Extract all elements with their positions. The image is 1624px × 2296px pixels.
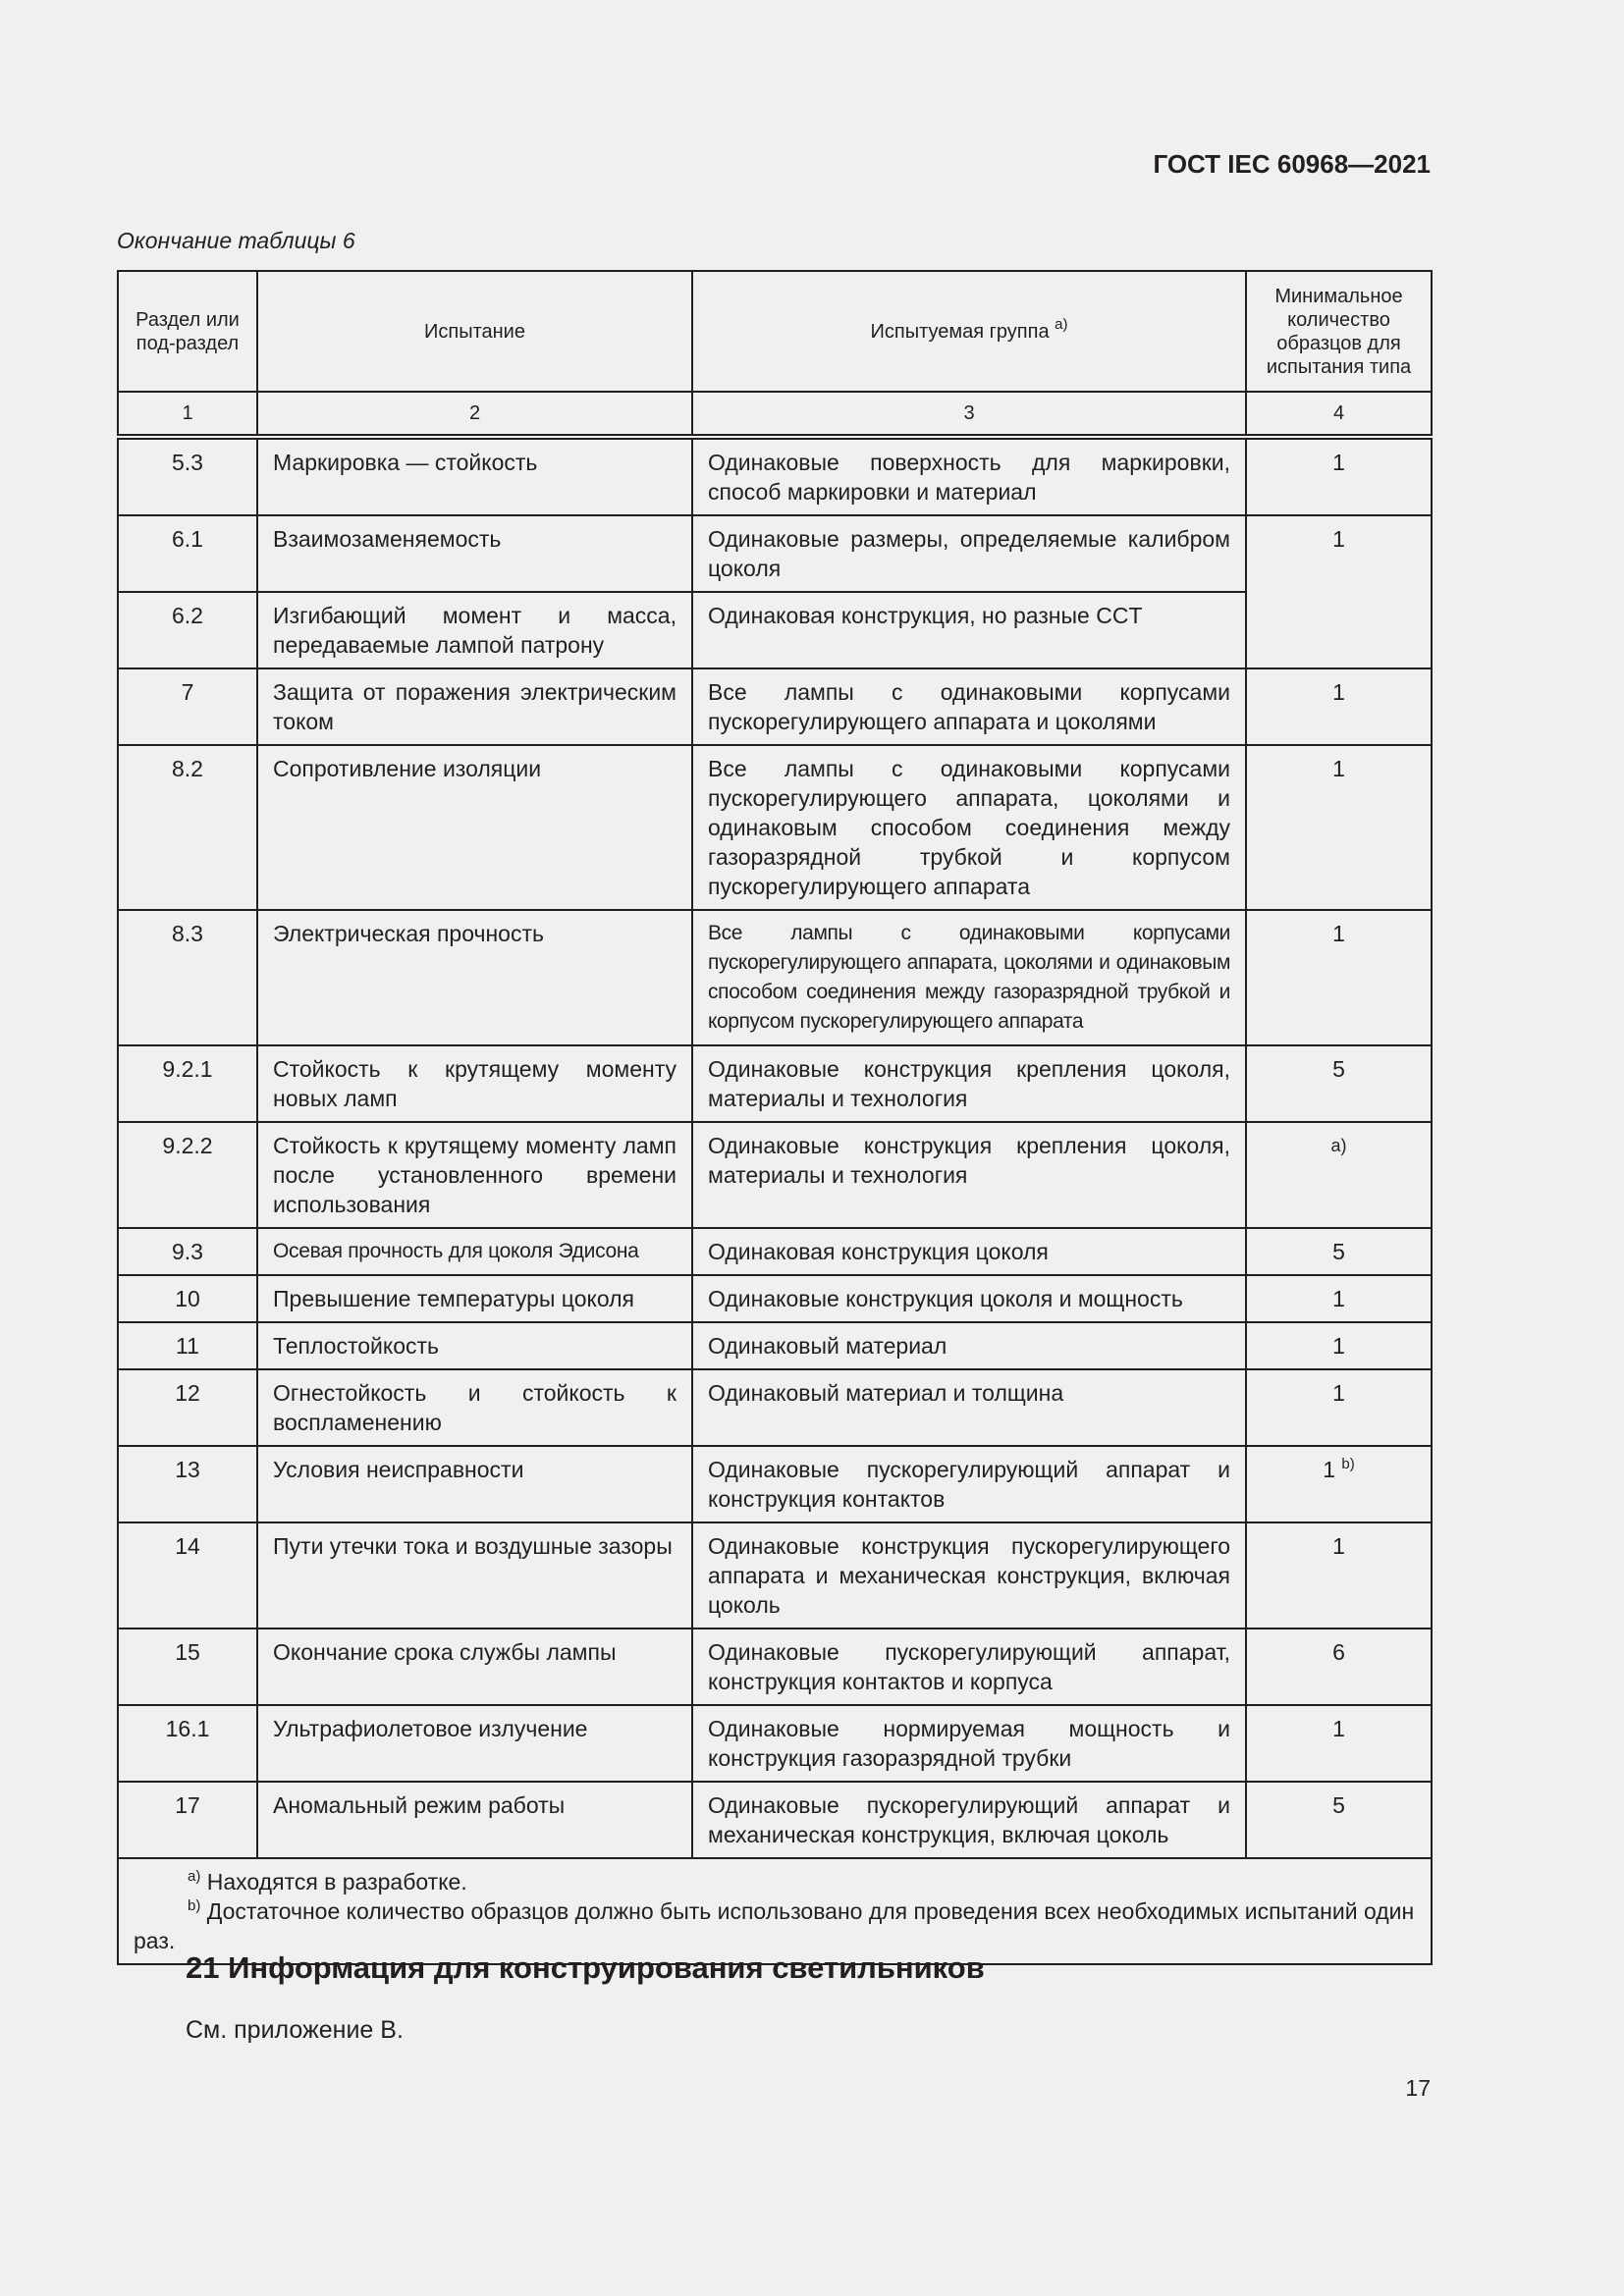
header-row xyxy=(118,271,1432,392)
cell-quantity: 1 xyxy=(1246,745,1432,910)
col-header-label: Раздел или под-раздел xyxy=(135,308,240,354)
table-row xyxy=(118,745,1432,910)
footnote-text: Достаточное количество образцов должно быть использовано для проведения всех необходимых испытаний один раз. xyxy=(134,1898,1415,1953)
cell-group: Одинаковый материал и толщина xyxy=(692,1369,1246,1446)
footnote-ref: b) xyxy=(1341,1456,1355,1472)
document-code: ГОСТ IEC 60968—2021 xyxy=(1153,149,1431,179)
cell-quantity: 1 xyxy=(1246,1522,1432,1629)
table-row xyxy=(118,1705,1432,1782)
cell-test: Пути утечки тока и воздушные зазоры xyxy=(257,1522,692,1629)
col-header-group xyxy=(692,271,1246,392)
cell-test: Условия неисправности xyxy=(257,1446,692,1522)
cell-quantity: 1 xyxy=(1246,910,1432,1045)
table-row xyxy=(118,1446,1432,1522)
cell-section: 10 xyxy=(118,1275,257,1322)
table-row xyxy=(118,1782,1432,1858)
cell-group: Одинаковые пускорегулирующий аппарат, конструкция контактов и корпуса xyxy=(692,1629,1246,1705)
table-row xyxy=(118,1629,1432,1705)
cell-test: Изгибающий момент и масса, передаваемые лампой патрону xyxy=(257,592,692,668)
table-row xyxy=(118,437,1432,515)
cell-quantity: 1 xyxy=(1246,1369,1432,1446)
col-header-test xyxy=(257,271,692,392)
cell-test: Превышение температуры цоколя xyxy=(257,1275,692,1322)
col-header-label: Испытание xyxy=(424,320,525,343)
cell-test: Теплостойкость xyxy=(257,1322,692,1369)
col-number: 4 xyxy=(1246,392,1432,437)
col-header-section xyxy=(118,271,257,392)
cell-test: Ультрафиолетовое излучение xyxy=(257,1705,692,1782)
table-caption: Окончание таблицы 6 xyxy=(117,228,355,253)
cell-quantity: 5 xyxy=(1246,1228,1432,1275)
table-row xyxy=(118,1228,1432,1275)
cell-quantity: 5 xyxy=(1246,1782,1432,1858)
footnote-mark: b) xyxy=(188,1897,201,1914)
cell-group: Одинаковые конструкция пускорегулирующего аппарата и механическая конструкция, включая цоколь xyxy=(692,1522,1246,1629)
cell-test: Защита от поражения электрическим током xyxy=(257,668,692,745)
table-container xyxy=(117,270,1431,1965)
table-row xyxy=(118,1045,1432,1122)
cell-group: Одинаковый материал xyxy=(692,1322,1246,1369)
cell-section: 17 xyxy=(118,1782,257,1858)
cell-section: 9.2.1 xyxy=(118,1045,257,1122)
cell-group: Все лампы с одинаковыми корпусами пускорегулирующего аппарата и цоколями xyxy=(692,668,1246,745)
footnote-text: Находятся в разработке. xyxy=(206,1869,467,1895)
cell-quantity: 1 xyxy=(1246,1705,1432,1782)
cell-section: 8.2 xyxy=(118,745,257,910)
table-row xyxy=(118,1122,1432,1228)
footnote xyxy=(134,1896,1416,1955)
table-notes xyxy=(118,1858,1432,1964)
section-heading: 21 Информация для конструирования светильников xyxy=(186,1950,985,1985)
cell-test: Сопротивление изоляции xyxy=(257,745,692,910)
cell-test: Маркировка — стойкость xyxy=(257,437,692,515)
col-header-quantity xyxy=(1246,271,1432,392)
cell-quantity: 1 xyxy=(1246,1322,1432,1369)
cell-section: 9.2.2 xyxy=(118,1122,257,1228)
cell-group: Одинаковые поверхность для маркировки, способ маркировки и материал xyxy=(692,437,1246,515)
cell-group: Все лампы с одинаковыми корпусами пускорегулирующего аппарата, цоколями и одинаковым способом соединения между газоразрядной трубкой и корпусом пускорегулирующего аппарата xyxy=(692,745,1246,910)
cell-group: Одинаковые размеры, определяемые калибром цоколя xyxy=(692,515,1246,592)
cell-quantity: 5 xyxy=(1246,1045,1432,1122)
cell-quantity: 1 xyxy=(1246,1275,1432,1322)
cell-test: Стойкость к крутящему моменту новых ламп xyxy=(257,1045,692,1122)
col-header-label: Испытуемая группа xyxy=(870,320,1050,343)
cell-group: Одинаковые нормируемая мощность и конструкция газоразрядной трубки xyxy=(692,1705,1246,1782)
cell-section: 11 xyxy=(118,1322,257,1369)
cell-test: Стойкость к крутящему моменту ламп после установленного времени использования xyxy=(257,1122,692,1228)
cell-quantity: 1 xyxy=(1246,437,1432,515)
page-number: 17 xyxy=(1405,2075,1431,2101)
col-header-label: Минимальное количество образцов для испытания типа xyxy=(1266,285,1412,378)
cell-section: 9.3 xyxy=(118,1228,257,1275)
table-row xyxy=(118,1275,1432,1322)
cell-section: 12 xyxy=(118,1369,257,1446)
test-table xyxy=(117,270,1433,1965)
table-row xyxy=(118,1522,1432,1629)
table-row xyxy=(118,1322,1432,1369)
footnote-mark: a) xyxy=(188,1868,201,1885)
col-number: 1 xyxy=(118,392,257,437)
cell-section: 5.3 xyxy=(118,437,257,515)
cell-section: 6.2 xyxy=(118,592,257,668)
cell-group: Одинаковые конструкция крепления цоколя, материалы и технология xyxy=(692,1045,1246,1122)
cell-quantity: 1 xyxy=(1246,668,1432,745)
cell-group: Одинаковые конструкция крепления цоколя, материалы и технология xyxy=(692,1122,1246,1228)
cell-quantity: 1 xyxy=(1246,515,1432,668)
cell-test: Аномальный режим работы xyxy=(257,1782,692,1858)
table-row xyxy=(118,668,1432,745)
col-number: 2 xyxy=(257,392,692,437)
cell-quantity: 6 xyxy=(1246,1629,1432,1705)
cell-section: 16.1 xyxy=(118,1705,257,1782)
notes-row xyxy=(118,1858,1432,1964)
cell-section: 6.1 xyxy=(118,515,257,592)
cell-test: Огнестойкость и стойкость к воспламенению xyxy=(257,1369,692,1446)
cell-group: Одинаковые пускорегулирующий аппарат и механическая конструкция, включая цоколь xyxy=(692,1782,1246,1858)
table-row xyxy=(118,515,1432,592)
table-row xyxy=(118,592,1432,668)
cell-test: Взаимозаменяемость xyxy=(257,515,692,592)
cell-group: Все лампы с одинаковыми корпусами пускорегулирующего аппарата, цоколями и одинаковым способом соединения между газоразрядной трубкой и корпусом пускорегулирующего аппарата xyxy=(692,910,1246,1045)
cell-quantity: a) xyxy=(1246,1122,1432,1228)
section-text: См. приложение В. xyxy=(186,2016,404,2044)
col-number: 3 xyxy=(692,392,1246,437)
table-row xyxy=(118,1369,1432,1446)
cell-test: Электрическая прочность xyxy=(257,910,692,1045)
footnote-ref: a) xyxy=(1055,315,1068,333)
cell-test: Осевая прочность для цоколя Эдисона xyxy=(257,1228,692,1275)
quantity-value: 1 xyxy=(1323,1457,1336,1482)
footnote xyxy=(134,1867,1416,1896)
cell-test: Окончание срока службы лампы xyxy=(257,1629,692,1705)
cell-group: Одинаковые пускорегулирующий аппарат и конструкция контактов xyxy=(692,1446,1246,1522)
cell-section: 7 xyxy=(118,668,257,745)
column-number-row xyxy=(118,392,1432,437)
cell-section: 14 xyxy=(118,1522,257,1629)
cell-section: 13 xyxy=(118,1446,257,1522)
cell-group: Одинаковая конструкция, но разные CCT xyxy=(692,592,1246,668)
cell-group: Одинаковые конструкция цоколя и мощность xyxy=(692,1275,1246,1322)
cell-section: 8.3 xyxy=(118,910,257,1045)
table-row xyxy=(118,910,1432,1045)
cell-section: 15 xyxy=(118,1629,257,1705)
cell-group: Одинаковая конструкция цоколя xyxy=(692,1228,1246,1275)
cell-quantity xyxy=(1246,1446,1432,1522)
